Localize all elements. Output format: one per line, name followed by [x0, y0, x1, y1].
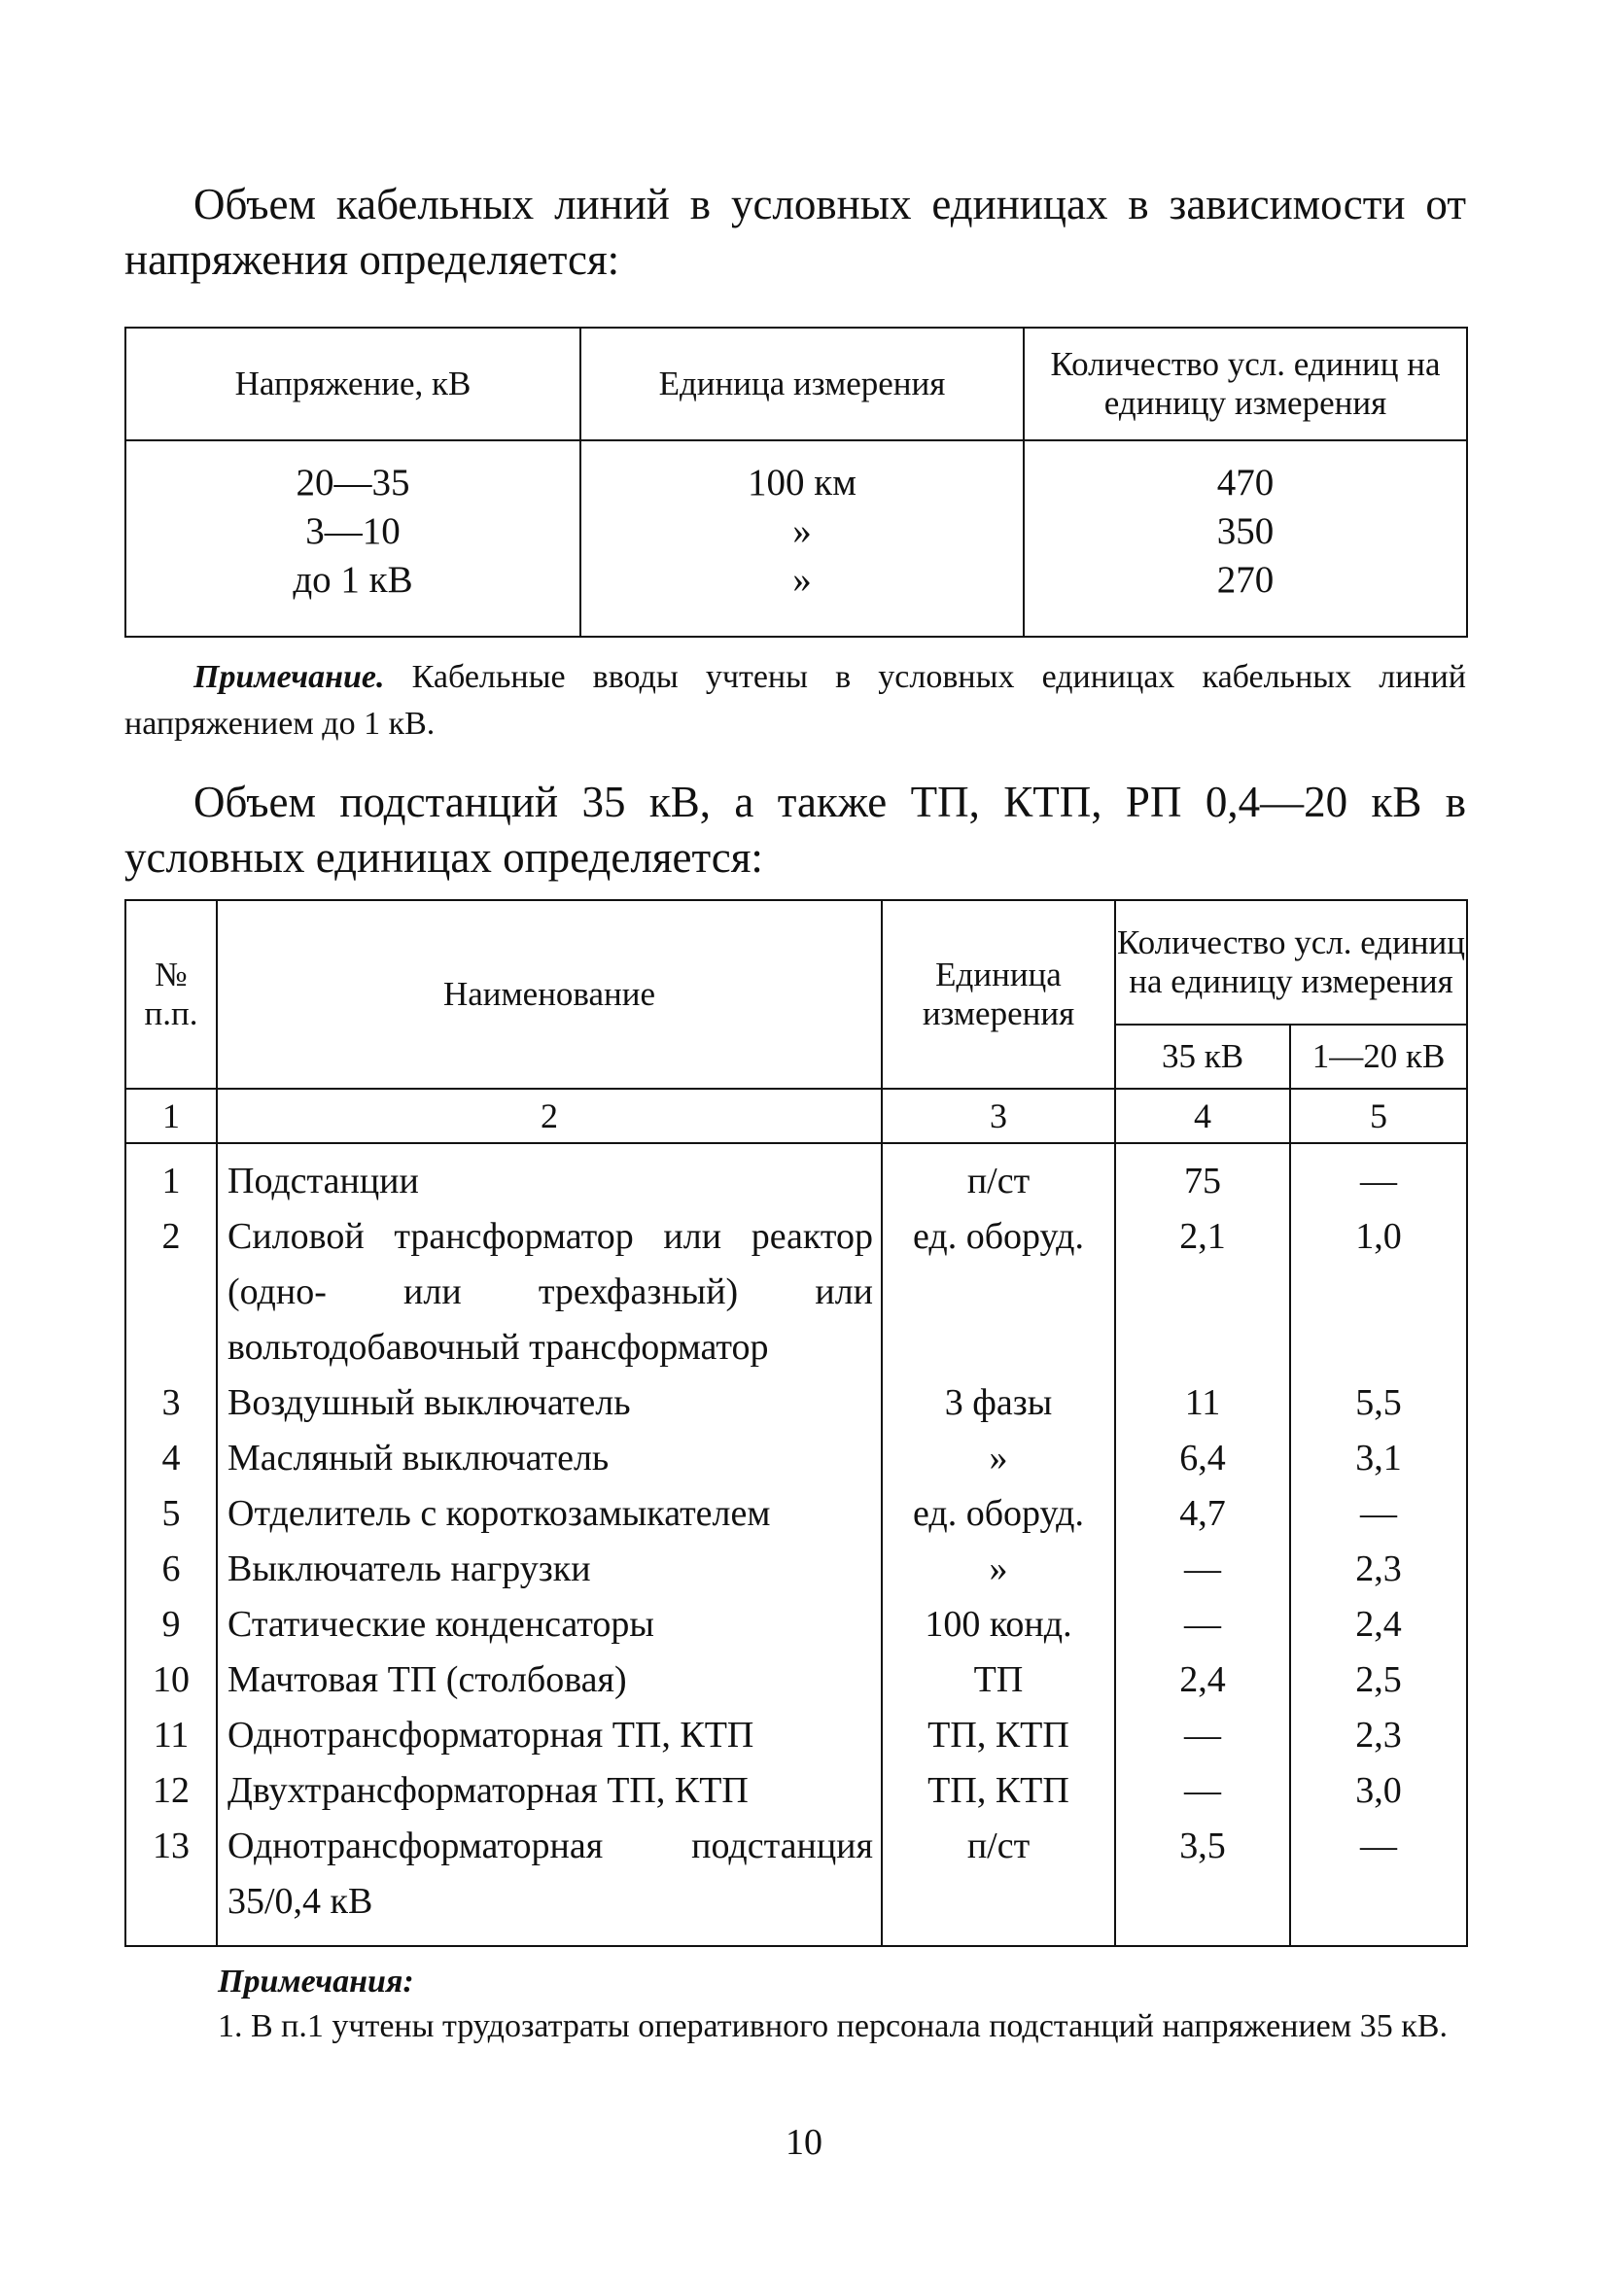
table-cell: 3,1 — [1355, 1438, 1402, 1478]
table-cell: Мачтовая ТП (столбовая) — [227, 1659, 627, 1700]
header-35kv: 35 кВ — [1115, 1025, 1290, 1089]
unit-column — [882, 1143, 1115, 1946]
table-cell: ТП, КТП — [927, 1770, 1069, 1811]
column-number: 5 — [1290, 1089, 1467, 1143]
table-cell: 75 — [1184, 1161, 1221, 1201]
column-number: 1 — [125, 1089, 217, 1143]
table-cell: 100 конд. — [925, 1604, 1072, 1645]
table-cell: до 1 кВ — [293, 559, 413, 601]
table-cell: 3—10 — [305, 510, 401, 552]
number-column — [125, 1143, 217, 1946]
kv35-column — [1115, 1143, 1290, 1946]
table-cell: » — [989, 1548, 1008, 1589]
table-body-row — [125, 440, 1467, 637]
column-number: 3 — [882, 1089, 1115, 1143]
table-cell: — — [1360, 1161, 1397, 1201]
table-cell: — — [1184, 1715, 1221, 1756]
table-cell: 2,4 — [1179, 1659, 1226, 1700]
header-voltage: Напряжение, кВ — [125, 328, 580, 440]
table-cell: 100 км — [748, 462, 856, 504]
table-cell: 10 — [153, 1659, 190, 1700]
table-cell: п/ст — [966, 1161, 1031, 1201]
table-cell: п/ст — [966, 1826, 1031, 1866]
table-cell: 20—35 — [296, 462, 410, 504]
unit-column — [580, 440, 1024, 637]
table-cell: » — [792, 559, 812, 601]
table-cell: 11 — [153, 1715, 190, 1756]
table-cell: Подстанции — [227, 1161, 419, 1201]
table-cell: 2,4 — [1355, 1604, 1402, 1645]
table-cell: 6,4 — [1179, 1438, 1226, 1478]
table-header-row — [125, 900, 1467, 1025]
table-cell: » — [989, 1438, 1008, 1478]
header-quantity: Количество усл. единиц на единицу измерения — [1024, 328, 1467, 440]
table-cell: 470 — [1216, 462, 1275, 504]
table-cell: 2,3 — [1355, 1715, 1402, 1756]
table-cell: 3 фазы — [944, 1382, 1053, 1423]
table-cell: ТП — [973, 1659, 1024, 1700]
header-unit: Единица измерения — [580, 328, 1024, 440]
table-cell: 5,5 — [1355, 1382, 1402, 1423]
table-cell: Отделитель с короткозамыкателем — [227, 1493, 771, 1534]
table-cell: 2,5 — [1355, 1659, 1402, 1700]
table-body-row — [125, 1143, 1467, 1946]
table-cell: 2,1 — [1179, 1216, 1226, 1257]
table-cell: Выключатель нагрузки — [227, 1548, 591, 1589]
notes-title: Примечания: — [218, 1964, 414, 2000]
quantity-column — [1024, 440, 1467, 637]
note-1 — [124, 654, 1466, 748]
table-cell: ТП, КТП — [927, 1715, 1069, 1756]
column-number: 4 — [1115, 1089, 1290, 1143]
table-cell: Статические конденсаторы — [227, 1604, 654, 1645]
note-text: Кабельные вводы учтены в условных единицах кабельных линий напряжением до 1 кВ. — [124, 659, 1467, 742]
table-cell: 270 — [1216, 559, 1275, 601]
header-number: № п.п. — [125, 900, 217, 1089]
header-quantity: Количество усл. единиц на единицу измерения — [1115, 900, 1467, 1025]
table-cell: 3 — [161, 1382, 181, 1423]
column-number: 2 — [217, 1089, 882, 1143]
table-cell: — — [1184, 1770, 1221, 1811]
table-cell: — — [1184, 1604, 1221, 1645]
table-cell: 3,5 — [1179, 1826, 1226, 1866]
intro-paragraph-1: Объем кабельных линий в условных единицах в зависимости от напряжения определяется: — [124, 180, 1466, 284]
table-cell: 13 — [153, 1826, 190, 1866]
table-cell: ед. оборуд. — [913, 1493, 1084, 1534]
table-cell: 5 — [161, 1493, 181, 1534]
table-cell: 9 — [161, 1604, 181, 1645]
voltage-column — [125, 440, 580, 637]
header-1-20kv: 1—20 кВ — [1290, 1025, 1467, 1089]
kv1-20-column — [1290, 1143, 1467, 1946]
table-cell: 2 — [161, 1216, 181, 1257]
table-cell: Воздушный выключатель — [227, 1382, 631, 1423]
table-cell: — — [1360, 1826, 1397, 1866]
table-cell: 11 — [1184, 1382, 1221, 1423]
table-cell: ед. оборуд. — [913, 1216, 1084, 1257]
table-cell: » — [792, 510, 812, 552]
table-cell: 350 — [1216, 510, 1275, 552]
table-cell: 6 — [161, 1548, 181, 1589]
table-cell: Масляный выключатель — [227, 1438, 610, 1478]
table-cell: 1,0 — [1355, 1216, 1402, 1257]
table-cell: 3,0 — [1355, 1770, 1402, 1811]
table-cell: 12 — [153, 1770, 190, 1811]
table-cell: — — [1360, 1493, 1397, 1534]
table-cell: Силовой трансформатор или реактор (одно- или трехфазный) или вольтодобавочный трансформатор — [227, 1216, 873, 1368]
table-cell: 4,7 — [1179, 1493, 1226, 1534]
table-cell: 2,3 — [1355, 1548, 1402, 1589]
table-cell: Двухтрансформаторная ТП, КТП — [227, 1770, 749, 1811]
column-number-row — [125, 1089, 1467, 1143]
page-number: 10 — [786, 2122, 822, 2163]
table-cell: 1 — [161, 1161, 181, 1201]
table-cell: 4 — [161, 1438, 181, 1478]
note-label: Примечание. — [193, 659, 385, 695]
table-cell: Однотрансформаторная ТП, КТП — [227, 1715, 754, 1756]
notes-item-1: 1. В п.1 учтены трудозатраты оперативного персонала подстанций напряжением 35 кВ. — [218, 2008, 1448, 2044]
intro-paragraph-2: Объем подстанций 35 кВ, а также ТП, КТП, РП 0,4—20 кВ в условных единицах определяется: — [124, 778, 1466, 882]
table-header-row — [125, 328, 1467, 440]
name-column — [217, 1143, 882, 1946]
substations-table — [124, 899, 1468, 1947]
table-cell: Однотрансформаторная подстанция 35/0,4 кВ — [227, 1826, 873, 1922]
table-cell: — — [1184, 1548, 1221, 1589]
header-unit: Единица измерения — [882, 900, 1115, 1089]
header-name: Наименование — [217, 900, 882, 1089]
cable-lines-table — [124, 327, 1468, 638]
